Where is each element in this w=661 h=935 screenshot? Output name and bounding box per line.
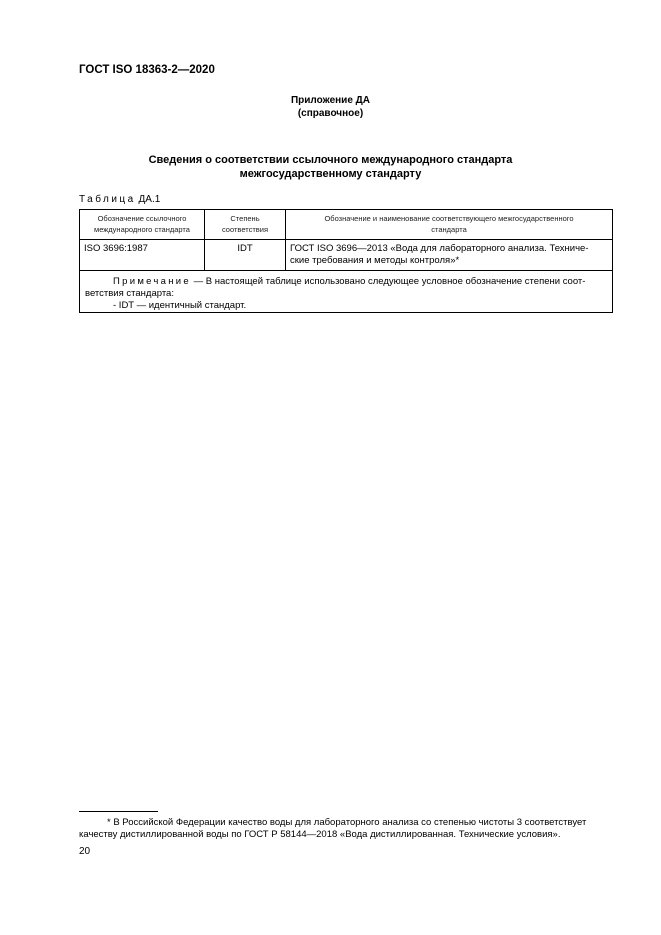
cell-degree: [205, 240, 286, 271]
column-header-ref-line2: международного стандарта: [94, 224, 190, 234]
annex-heading: [0, 94, 661, 120]
note-line1: [85, 276, 607, 288]
table-header-row: [80, 210, 613, 240]
table-note: [80, 271, 613, 313]
column-header-ref: [80, 210, 205, 240]
footnote: * В Российской Федерации качество воды для лабораторного анализа со степенью чистоты 3 соответствует качеству дистиллированной воды по ГОСТ Р 58144—2018 «Вода дистиллированная. Технические условия».: [79, 817, 587, 840]
note-label: Примечание: [113, 276, 191, 287]
table-row: [80, 240, 613, 271]
cell-ref-text: ISO 3696:1987: [84, 243, 148, 254]
column-header-name-line1: Обозначение и наименование соответствующего межгосударственного: [324, 214, 574, 223]
table-caption-number: ДА.1: [138, 194, 161, 205]
note-line1-text: — В настоящей таблице использовано следующее условное обозначение степени соот-: [191, 276, 586, 287]
table-note-row: [80, 271, 613, 313]
section-title-line1: Сведения о соответствии ссылочного международного стандарта: [148, 154, 513, 166]
table-caption: [79, 194, 160, 205]
note-line3: - IDT — идентичный стандарт.: [113, 300, 247, 311]
section-title: [0, 153, 661, 181]
document-code: ГОСТ ISO 18363-2—2020: [79, 64, 215, 76]
column-header-degree-line1: Степень: [230, 214, 260, 223]
column-header-degree-line2: соответствия: [221, 224, 269, 234]
cell-name-line2: ские требования и методы контроля»*: [290, 255, 460, 266]
cell-name: [286, 240, 613, 271]
column-header-name: [286, 210, 613, 240]
page-number: 20: [79, 846, 91, 857]
footnote-separator: [79, 811, 158, 812]
column-header-ref-line1: Обозначение ссылочного: [97, 214, 187, 223]
note-line2: ветствия стандарта:: [85, 288, 174, 299]
cell-ref: [80, 240, 205, 271]
cell-degree-text: IDT: [237, 243, 253, 254]
annex-kind: (справочное): [297, 108, 364, 119]
cell-name-text: [286, 240, 612, 267]
correspondence-table: [79, 209, 613, 313]
cell-name-line1: ГОСТ ISO 3696—2013 «Вода для лабораторного анализа. Техниче-: [290, 243, 589, 254]
annex-title: Приложение ДА: [290, 95, 371, 106]
table-caption-word: Таблица: [79, 194, 136, 205]
column-header-name-line2: стандарта: [431, 224, 467, 234]
column-header-degree: [205, 210, 286, 240]
section-title-line2: межгосударственному стандарту: [239, 168, 422, 180]
